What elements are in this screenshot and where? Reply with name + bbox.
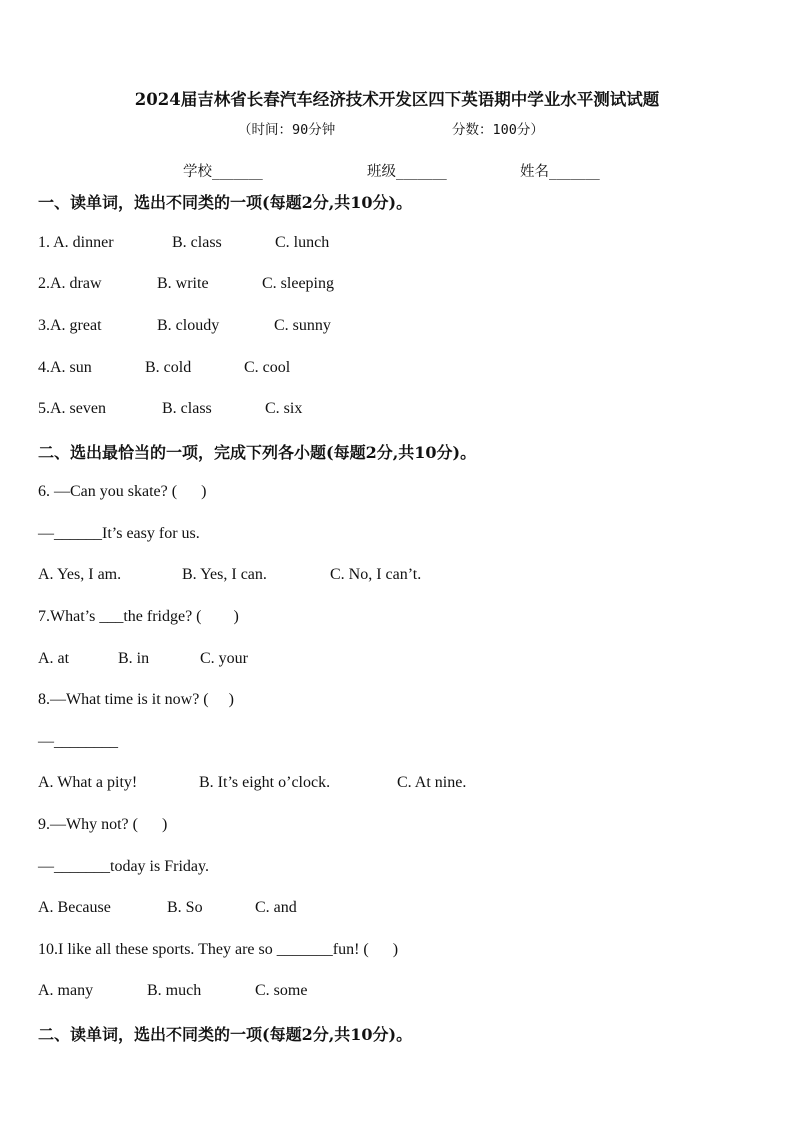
option-a: A. at bbox=[38, 650, 70, 667]
option-b: B. Yes, I can. bbox=[182, 566, 267, 583]
option-b: B. class bbox=[172, 234, 222, 251]
option-a: A. What a pity! bbox=[38, 774, 138, 791]
option-b: B. class bbox=[162, 400, 212, 417]
option-c: C. lunch bbox=[275, 234, 330, 251]
option-b: B. It’s eight o’clock. bbox=[199, 774, 331, 791]
option-c: C. sleeping bbox=[262, 275, 334, 292]
option-a: 2.A. draw bbox=[38, 275, 102, 292]
option-a: 1. A. dinner bbox=[38, 234, 114, 251]
question-10: 10.I like all these sports. They are so _______fun! ( ) bbox=[38, 941, 399, 958]
exam-score: 分数：100分） bbox=[452, 122, 544, 138]
option-a: 4.A. sun bbox=[38, 359, 92, 376]
option-c: C. cool bbox=[244, 359, 291, 376]
option-a: 5.A. seven bbox=[38, 400, 106, 417]
option-b: B. write bbox=[157, 275, 209, 292]
option-b: B. So bbox=[167, 899, 203, 916]
option-a: A. Yes, I am. bbox=[38, 566, 122, 583]
option-b: B. cloudy bbox=[157, 317, 220, 334]
option-c: C. and bbox=[255, 899, 297, 916]
option-b: B. in bbox=[118, 650, 150, 667]
section-heading-2: 二、选出最恰当的一项，完成下列各小题(每题2分,共10分)。 bbox=[38, 443, 477, 462]
option-c: C. six bbox=[265, 400, 303, 417]
answer-line-6: —______It’s easy for us. bbox=[38, 525, 200, 542]
option-c: C. No, I can’t. bbox=[330, 566, 422, 583]
option-c: C. your bbox=[200, 650, 248, 667]
question-9: 9.—Why not? ( ) bbox=[38, 816, 168, 833]
option-a: A. many bbox=[38, 982, 94, 999]
option-c: C. some bbox=[255, 982, 308, 999]
answer-line-9: —_______today is Friday. bbox=[38, 858, 209, 875]
option-a: A. Because bbox=[38, 899, 111, 916]
question-8: 8.—What time is it now? ( ) bbox=[38, 691, 234, 708]
school-field: 学校_______ bbox=[183, 164, 263, 180]
question-7: 7.What’s ___the fridge? ( ) bbox=[38, 608, 239, 625]
option-a: 3.A. great bbox=[38, 317, 102, 334]
question-6: 6. —Can you skate? ( ) bbox=[38, 483, 207, 500]
option-b: B. much bbox=[147, 982, 202, 999]
section-heading-3: 二、读单词，选出不同类的一项(每题2分,共10分)。 bbox=[38, 1025, 413, 1044]
option-c: C. At nine. bbox=[397, 774, 467, 791]
exam-time: （时间：90分钟 bbox=[238, 122, 336, 138]
name-field: 姓名_______ bbox=[520, 164, 600, 180]
exam-title: 2024届吉林省长春汽车经济技术开发区四下英语期中学业水平测试试题 bbox=[134, 90, 660, 109]
section-heading-1: 一、读单词，选出不同类的一项(每题2分,共10分)。 bbox=[38, 193, 413, 212]
option-b: B. cold bbox=[145, 359, 192, 376]
option-c: C. sunny bbox=[274, 317, 331, 334]
class-field: 班级_______ bbox=[367, 164, 447, 180]
answer-line-8: —________ bbox=[38, 733, 118, 750]
